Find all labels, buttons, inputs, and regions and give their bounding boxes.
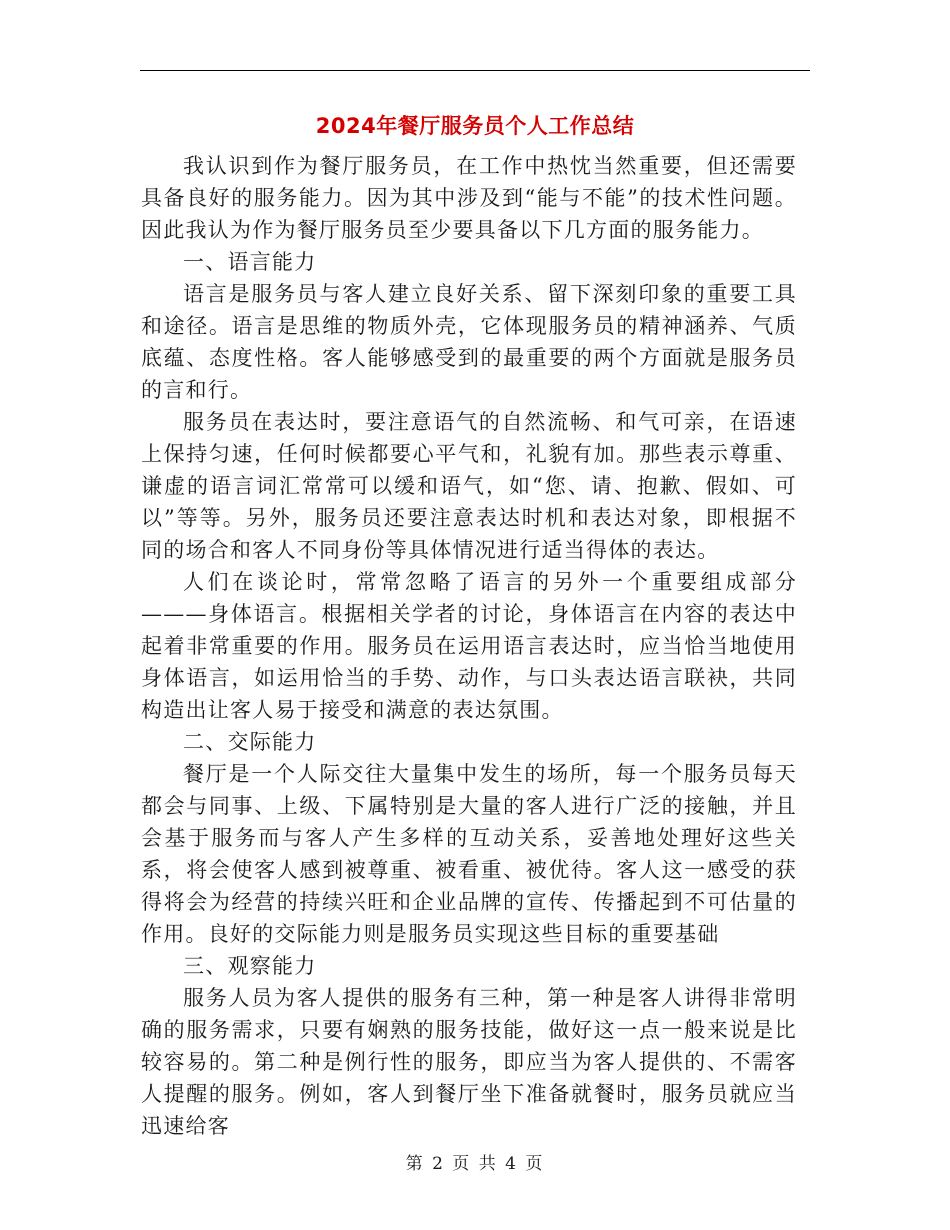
body-paragraph: 餐厅是一个人际交往大量集中发生的场所，每一个服务员每天都会与同事、上级、下属特别是大量的客人进行广泛的接触，并且会基于服务而与客人产生多样的互动关系，妥善地处理好这些关系，将会使客人感到被尊重、被看重、被优待。客人这一感受的获得将会为经营的持续兴旺和企业品牌的宣传、传播起到不可估量的作用。良好的交际能力则是服务员实现这些目标的重要基础 xyxy=(141,762,797,946)
document-body xyxy=(141,150,797,1142)
document-title: 2024年餐厅服务员个人工作总结 xyxy=(315,114,635,138)
header-rule xyxy=(140,70,810,71)
section-heading: 二、交际能力 xyxy=(183,730,317,754)
page-footer: 第 2 页 共 4 页 xyxy=(405,1154,545,1174)
body-paragraph: 服务人员为客人提供的服务有三种，第一种是客人讲得非常明确的服务需求，只要有娴熟的服务技能，做好这一点一般来说是比较容易的。第二种是例行性的服务，即应当为客人提供的、不需客人提醒的服务。例如，客人到餐厅坐下准备就餐时，服务员就应当迅速给客 xyxy=(141,986,797,1138)
body-paragraph: 我认识到作为餐厅服务员，在工作中热忱当然重要，但还需要具备良好的服务能力。因为其中涉及到“能与不能”的技术性问题。因此我认为作为餐厅服务员至少要具备以下几方面的服务能力。 xyxy=(141,154,797,242)
body-paragraph: 服务员在表达时，要注意语气的自然流畅、和气可亲，在语速上保持匀速，任何时候都要心平气和，礼貌有加。那些表示尊重、谦虚的语言词汇常常可以缓和语气，如“您、请、抱歉、假如、可以”等等。另外，服务员还要注意表达时机和表达对象，即根据不同的场合和客人不同身份等具体情况进行适当得体的表达。 xyxy=(141,410,797,562)
body-paragraph: 语言是服务员与客人建立良好关系、留下深刻印象的重要工具和途径。语言是思维的物质外壳，它体现服务员的精神涵养、气质底蕴、态度性格。客人能够感受到的最重要的两个方面就是服务员的言和行。 xyxy=(141,282,797,402)
section-heading: 三、观察能力 xyxy=(183,954,317,978)
section-heading: 一、语言能力 xyxy=(183,250,317,274)
body-paragraph: 人们在谈论时，常常忽略了语言的另外一个重要组成部分———身体语言。根据相关学者的讨论，身体语言在内容的表达中起着非常重要的作用。服务员在运用语言表达时，应当恰当地使用身体语言，如运用恰当的手势、动作，与口头表达语言联袂，共同构造出让客人易于接受和满意的表达氛围。 xyxy=(141,570,797,722)
